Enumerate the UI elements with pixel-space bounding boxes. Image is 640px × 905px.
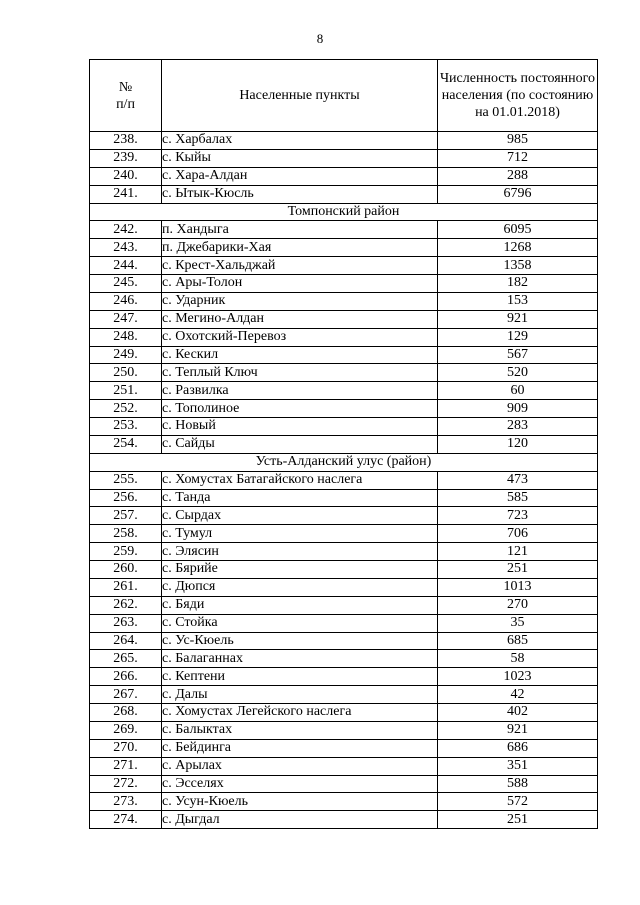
row-number: 238. — [90, 132, 162, 150]
table-row — [90, 596, 598, 614]
row-number: 272. — [90, 775, 162, 793]
table-row — [90, 739, 598, 757]
population-value: 129 — [438, 328, 598, 346]
table-row — [90, 471, 598, 489]
table-body — [90, 132, 598, 829]
settlement-name: с. Стойка — [162, 614, 438, 632]
settlement-name: с. Охотский-Перевоз — [162, 328, 438, 346]
table-row — [90, 543, 598, 561]
population-value: 921 — [438, 721, 598, 739]
row-number: 253. — [90, 418, 162, 436]
population-value: 251 — [438, 561, 598, 579]
row-number: 243. — [90, 239, 162, 257]
table-row — [90, 721, 598, 739]
settlement-name: с. Сайды — [162, 435, 438, 453]
settlement-name: с. Ударник — [162, 292, 438, 310]
settlement-name: с. Тумул — [162, 525, 438, 543]
settlement-name: с. Балаганнах — [162, 650, 438, 668]
settlement-name: с. Дыгдал — [162, 811, 438, 829]
population-table — [89, 59, 598, 829]
table-row — [90, 686, 598, 704]
population-value: 35 — [438, 614, 598, 632]
population-value: 567 — [438, 346, 598, 364]
row-number: 258. — [90, 525, 162, 543]
settlement-name: с. Арылах — [162, 757, 438, 775]
population-value: 153 — [438, 292, 598, 310]
row-number: 256. — [90, 489, 162, 507]
population-value: 283 — [438, 418, 598, 436]
population-value: 706 — [438, 525, 598, 543]
row-number: 251. — [90, 382, 162, 400]
population-value: 685 — [438, 632, 598, 650]
row-number: 244. — [90, 257, 162, 275]
population-value: 588 — [438, 775, 598, 793]
table-row — [90, 275, 598, 293]
table-row — [90, 328, 598, 346]
table-row — [90, 614, 598, 632]
table-row — [90, 507, 598, 525]
population-value: 251 — [438, 811, 598, 829]
row-number: 266. — [90, 668, 162, 686]
settlement-name: с. Танда — [162, 489, 438, 507]
row-number: 274. — [90, 811, 162, 829]
table-row — [90, 185, 598, 203]
settlement-name: с. Бейдинга — [162, 739, 438, 757]
row-number: 269. — [90, 721, 162, 739]
settlement-name: п. Джебарики-Хая — [162, 239, 438, 257]
population-value: 1013 — [438, 578, 598, 596]
table-row — [90, 578, 598, 596]
row-number: 270. — [90, 739, 162, 757]
population-value: 6095 — [438, 221, 598, 239]
settlement-name: с. Ытык-Кюсль — [162, 185, 438, 203]
row-number: 263. — [90, 614, 162, 632]
settlement-name: с. Элясин — [162, 543, 438, 561]
settlement-name: с. Теплый Ключ — [162, 364, 438, 382]
district-header-row — [90, 453, 598, 471]
table-row — [90, 382, 598, 400]
header-population: Численность постоянного населения (по состоянию на 01.01.2018) — [438, 60, 598, 132]
population-value: 121 — [438, 543, 598, 561]
table-row — [90, 400, 598, 418]
row-number: 260. — [90, 561, 162, 579]
row-number: 250. — [90, 364, 162, 382]
population-value: 402 — [438, 704, 598, 722]
table-row — [90, 489, 598, 507]
table-row — [90, 632, 598, 650]
table-row — [90, 793, 598, 811]
table-row — [90, 525, 598, 543]
population-value: 585 — [438, 489, 598, 507]
row-number: 255. — [90, 471, 162, 489]
population-value: 351 — [438, 757, 598, 775]
settlement-name: с. Кептени — [162, 668, 438, 686]
settlement-name: с. Тополиное — [162, 400, 438, 418]
population-value: 686 — [438, 739, 598, 757]
row-number: 246. — [90, 292, 162, 310]
population-value: 6796 — [438, 185, 598, 203]
row-number: 257. — [90, 507, 162, 525]
table-row — [90, 292, 598, 310]
population-value: 1358 — [438, 257, 598, 275]
population-value: 58 — [438, 650, 598, 668]
table-row — [90, 757, 598, 775]
settlement-name: с. Крест-Хальджай — [162, 257, 438, 275]
table-row — [90, 257, 598, 275]
settlement-name: с. Развилка — [162, 382, 438, 400]
table-row — [90, 346, 598, 364]
table-row — [90, 435, 598, 453]
row-number: 265. — [90, 650, 162, 668]
row-number: 239. — [90, 149, 162, 167]
table-row — [90, 775, 598, 793]
population-value: 182 — [438, 275, 598, 293]
row-number: 241. — [90, 185, 162, 203]
population-value: 520 — [438, 364, 598, 382]
table-row — [90, 418, 598, 436]
row-number: 273. — [90, 793, 162, 811]
row-number: 247. — [90, 310, 162, 328]
population-value: 985 — [438, 132, 598, 150]
row-number: 259. — [90, 543, 162, 561]
settlement-name: с. Ары-Толон — [162, 275, 438, 293]
header-number: № п/п — [90, 60, 162, 132]
population-value: 921 — [438, 310, 598, 328]
population-value: 288 — [438, 167, 598, 185]
settlement-name: с. Усун-Кюель — [162, 793, 438, 811]
table-row — [90, 561, 598, 579]
table-row — [90, 149, 598, 167]
table-row — [90, 704, 598, 722]
row-number: 249. — [90, 346, 162, 364]
population-value: 42 — [438, 686, 598, 704]
row-number: 267. — [90, 686, 162, 704]
population-value: 909 — [438, 400, 598, 418]
settlement-name: с. Дюпся — [162, 578, 438, 596]
settlement-name: п. Хандыга — [162, 221, 438, 239]
settlement-name: с. Мегино-Алдан — [162, 310, 438, 328]
population-value: 572 — [438, 793, 598, 811]
row-number: 245. — [90, 275, 162, 293]
settlement-name: с. Далы — [162, 686, 438, 704]
district-title: Томпонский район — [90, 203, 598, 221]
row-number: 248. — [90, 328, 162, 346]
settlement-name: с. Новый — [162, 418, 438, 436]
population-value: 1268 — [438, 239, 598, 257]
table-row — [90, 811, 598, 829]
row-number: 262. — [90, 596, 162, 614]
settlement-name: с. Харбалах — [162, 132, 438, 150]
settlement-name: с. Хомустах Легейского наслега — [162, 704, 438, 722]
row-number: 242. — [90, 221, 162, 239]
settlement-name: с. Бяди — [162, 596, 438, 614]
header-settlements: Населенные пункты — [162, 60, 438, 132]
row-number: 252. — [90, 400, 162, 418]
table-row — [90, 310, 598, 328]
row-number: 240. — [90, 167, 162, 185]
table-row — [90, 650, 598, 668]
row-number: 264. — [90, 632, 162, 650]
settlement-name: с. Сырдах — [162, 507, 438, 525]
row-number: 254. — [90, 435, 162, 453]
row-number: 271. — [90, 757, 162, 775]
table-row — [90, 132, 598, 150]
table-row — [90, 239, 598, 257]
population-value: 473 — [438, 471, 598, 489]
population-value: 270 — [438, 596, 598, 614]
settlement-name: с. Балыктах — [162, 721, 438, 739]
table-row — [90, 167, 598, 185]
settlement-name: с. Кескил — [162, 346, 438, 364]
population-value: 712 — [438, 149, 598, 167]
row-number: 261. — [90, 578, 162, 596]
table-header-row — [90, 60, 598, 132]
population-value: 723 — [438, 507, 598, 525]
settlement-name: с. Эсселях — [162, 775, 438, 793]
settlement-name: с. Кыйы — [162, 149, 438, 167]
table-row — [90, 221, 598, 239]
table-row — [90, 668, 598, 686]
settlement-name: с. Ус-Кюель — [162, 632, 438, 650]
settlement-name: с. Хомустах Батагайского наслега — [162, 471, 438, 489]
settlement-name: с. Бярийе — [162, 561, 438, 579]
district-header-row — [90, 203, 598, 221]
population-value: 1023 — [438, 668, 598, 686]
population-value: 120 — [438, 435, 598, 453]
table-row — [90, 364, 598, 382]
row-number: 268. — [90, 704, 162, 722]
page-number: 8 — [316, 31, 324, 46]
population-value: 60 — [438, 382, 598, 400]
settlement-name: с. Хара-Алдан — [162, 167, 438, 185]
district-title: Усть-Алданский улус (район) — [90, 453, 598, 471]
